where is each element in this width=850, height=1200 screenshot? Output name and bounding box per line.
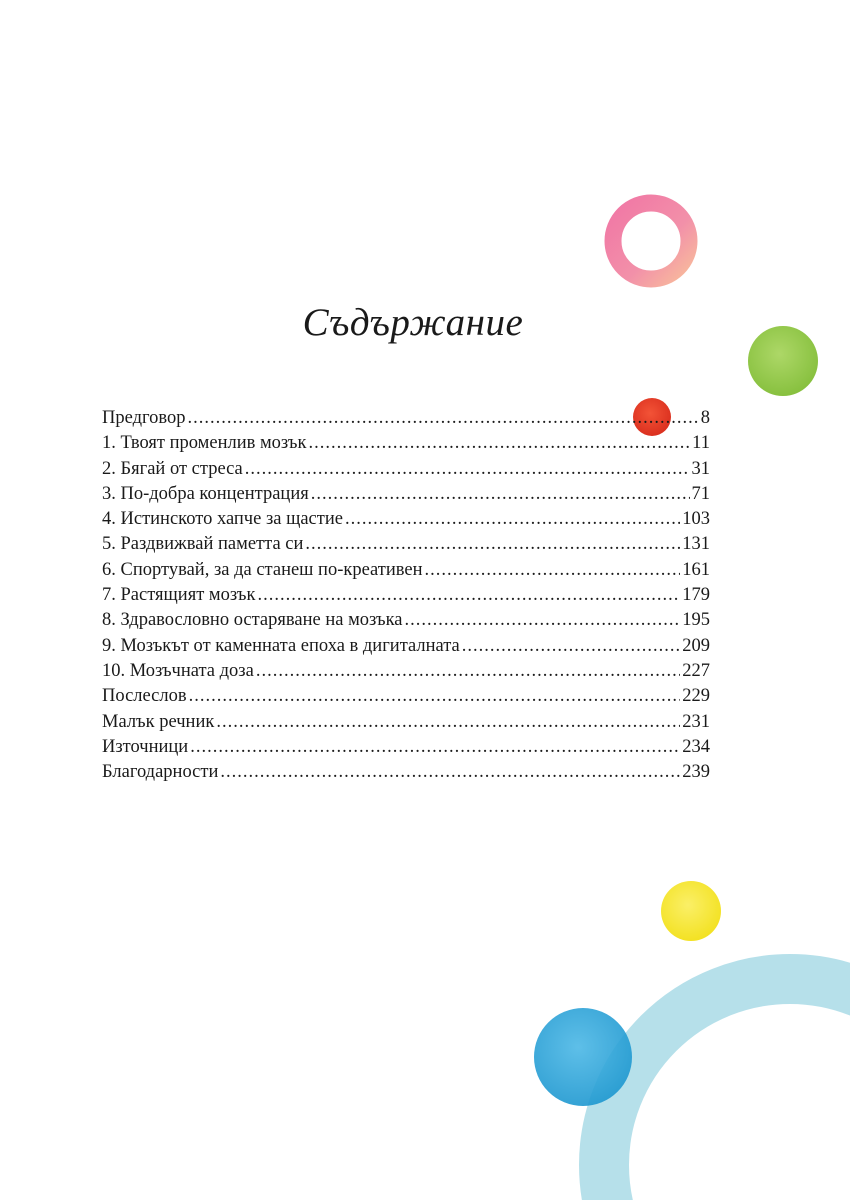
toc-entry[interactable] [102,659,710,684]
toc-entry[interactable] [102,558,710,583]
toc-entry-label: 8. Здравословно остаряване на мозъка [102,610,403,631]
dot-leader [462,634,680,659]
light-blue-ring [604,979,850,1200]
blue-dot [534,1008,632,1106]
toc-entry-label: Малък речник [102,711,215,732]
dot-leader [311,482,690,507]
toc-entry[interactable] [102,583,710,608]
dot-leader [308,431,690,456]
toc-entry[interactable] [102,634,710,659]
toc-entry-page-number: 131 [682,534,710,555]
dot-leader [405,608,681,633]
toc-entry[interactable] [102,608,710,633]
dot-leader [216,710,680,735]
toc-entry-page-number: 8 [700,408,710,428]
toc-entry-page-number: 31 [691,458,710,479]
toc-entry-page-number: 234 [682,736,710,757]
toc-entry[interactable] [102,482,710,507]
toc-entry-label: Източници [102,736,189,757]
pink-ring [613,203,689,279]
toc-entry-page-number: 179 [682,585,710,606]
toc-entry-label: Предговор [102,408,186,428]
dot-leader [345,507,680,532]
toc-entry-page-number: 103 [682,509,710,530]
toc-entry[interactable] [102,735,710,760]
toc-entry-label: 6. Спортувай, за да станеш по-креативен [102,559,423,580]
dot-leader [305,532,680,557]
dot-leader [189,684,681,709]
toc-entry-label: 10. Мозъчната доза [102,660,254,681]
toc-entry[interactable] [102,406,710,431]
toc-entry-page-number: 239 [682,762,710,783]
toc-entry-label: 4. Истинското хапче за щастие [102,509,343,530]
toc-entry[interactable] [102,457,710,482]
toc-entry[interactable] [102,431,710,456]
yellow-dot [661,881,721,941]
toc-entry-label: Благодарности [102,762,219,783]
dot-leader [245,457,690,482]
toc-entry-label: Послеслов [102,686,187,707]
dot-leader [187,406,698,431]
toc-entry-page-number: 195 [682,610,710,631]
toc-entry-label: 1. Твоят променлив мозък [102,433,307,454]
toc-entry[interactable] [102,532,710,557]
toc-entry-label: 2. Бягай от стреса [102,458,243,479]
dot-leader [256,659,680,684]
toc-entry[interactable] [102,760,710,785]
dot-leader [257,583,680,608]
toc-entry-page-number: 11 [692,433,710,454]
toc-entry-page-number: 229 [682,686,710,707]
toc-entry-page-number: 209 [682,635,710,656]
dot-leader [425,558,681,583]
toc-entry-label: 5. Раздвижвай паметта си [102,534,304,555]
toc-entry-label: 7. Растящият мозък [102,585,256,606]
table-of-contents [102,406,710,785]
toc-entry-label: 3. По-добра концентрация [102,483,309,504]
toc-entry-page-number: 227 [682,660,710,681]
page-title: Съдържание [302,301,524,344]
toc-entry[interactable] [102,507,710,532]
dot-leader [220,760,680,785]
toc-entry-page-number: 161 [682,559,710,580]
toc-entry[interactable] [102,710,710,735]
toc-entry-page-number: 231 [682,711,710,732]
toc-entry-page-number: 71 [691,483,710,504]
toc-entry[interactable] [102,684,710,709]
toc-entry-label: 9. Мозъкът от каменната епоха в дигиталната [102,635,460,656]
dot-leader [190,735,680,760]
